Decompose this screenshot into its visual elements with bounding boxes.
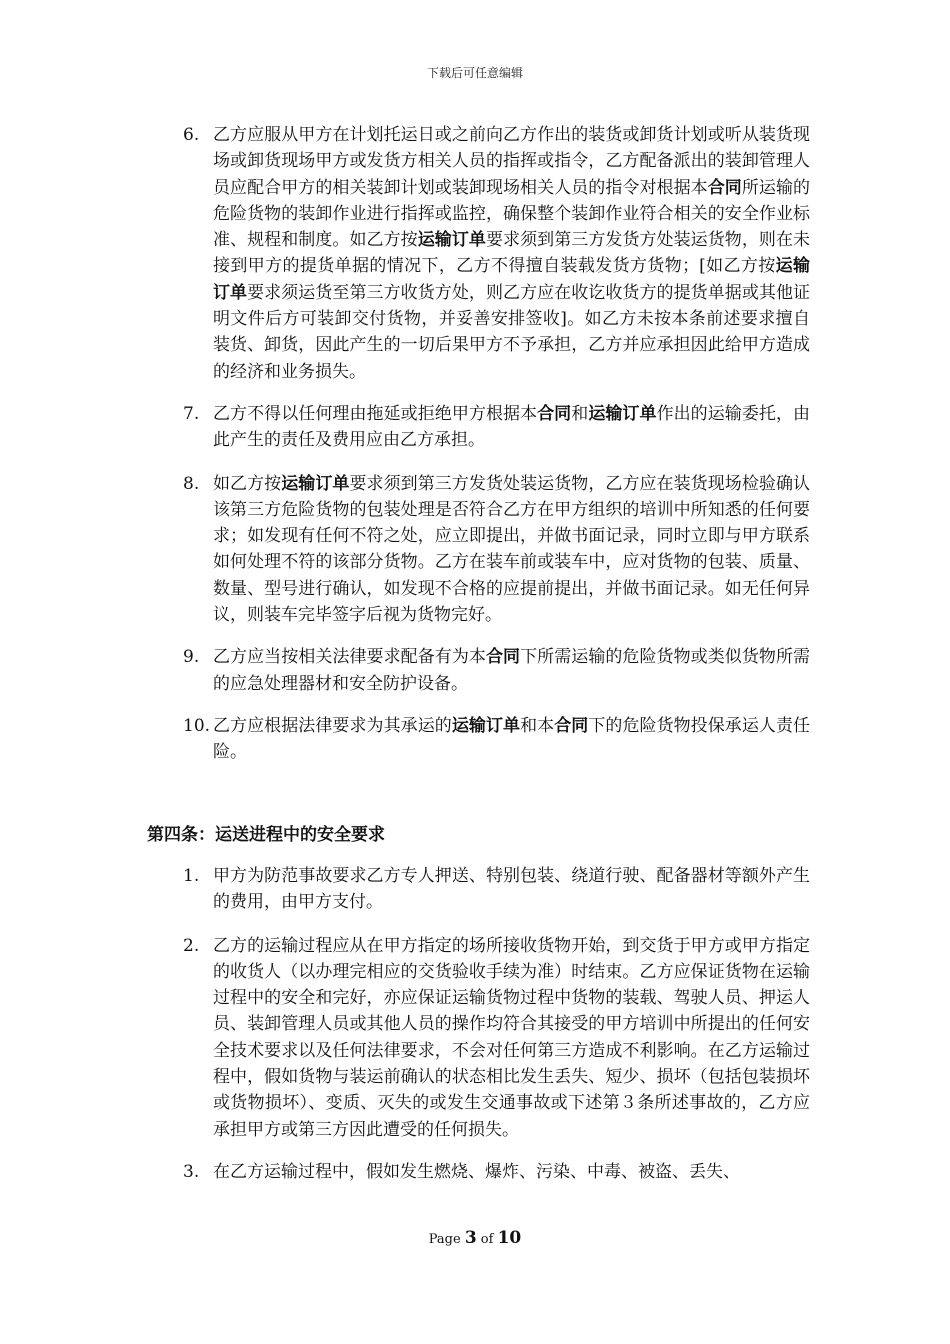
footer-prefix: Page [428, 1232, 465, 1247]
list-item [183, 644, 810, 697]
bold-term: 合同 [537, 403, 572, 424]
list-item [183, 1159, 810, 1185]
item-text [213, 863, 810, 916]
item-text [213, 933, 810, 1143]
item-number: 3. [183, 1161, 200, 1182]
text-segment: 要求须运货至第三方收货方处，则乙方应在收讫收货方的提货单据或其他证明文件后方可装卸交付货物，并妥善安排签收]。如乙方未按本条前述要求擅自装货、卸货，因此产生的一切后果甲方不予承担，乙方并应承担因此给甲方造成的经济和业务损失。 [213, 282, 811, 382]
text-segment: 如乙方按 [213, 473, 282, 494]
text-segment: 作出的运输委托，由此产生的责任及费用应由乙方承担。 [213, 403, 811, 451]
text-segment: 乙方不得以任何理由拖延或拒绝甲方根据本 [213, 403, 538, 424]
page-header: 下载后可任意编辑 [426, 66, 523, 80]
item-number: 9. [183, 647, 200, 668]
text-segment: 乙方应服从甲方在计划托运日或之前向乙方作出的装货或卸货计划或听从装货现场或卸货现场甲方或发货方相关人员的指挥或指令，乙方配备派出的装卸管理人员应配合甲方的相关装卸计划或装卸现场相关人员的指令对根据本 [213, 125, 810, 198]
bold-term: 运输订单 [588, 403, 657, 424]
bold-term: 运输订单 [417, 230, 486, 251]
text-segment: 在乙方运输过程中，假如发生燃烧、爆炸、污染、中毒、被盗、丢失、 [213, 1161, 740, 1182]
item-text [213, 401, 810, 454]
text-segment: 乙方的运输过程应从在甲方指定的场所接收货物开始，到交货于甲方或甲方指定的收货人（以办理完相应的交货验收手续为准）时结束。乙方应保证货物在运输过程中的安全和完好，亦应保证运输货物过程中货物的装载、驾驶人员、押运人员、装卸管理人员或其他人员的操作均符合其接受的甲方培训中所提出的任何安全技术要求以及任何法律要求，不会对任何第三方造成不利影响。在乙方运输过程中，假如货物与装运前确认的状态相比发生丢失、短少、损坏（包括包装损坏或货物损坏）、变质、灭失的或发生交通事故或下述第３条所述事故的，乙方应承担甲方或第三方因此遭受的任何损失。 [213, 935, 810, 1140]
text-segment: 乙方应当按相关法律要求配备有为本 [213, 647, 486, 668]
list-item [183, 471, 810, 629]
text-segment: 要求须到第三方发货处装运货物，乙方应在装货现场检验确认该第三方危险货物的包装处理是否符合乙方在甲方组织的培训中所知悉的任何要求；如发现有任何不符之处，应立即提出，并做书面记录，同时立即与甲方联系如何处理不符的该部分货物。乙方在装车前或装车中，应对货物的包装、质量、数量、型号进行确认，如发现不合格的应提前提出，并做书面记录。如无任何异议，则装车完毕签字后视为货物完好。 [213, 473, 811, 626]
bold-term: 合同 [707, 177, 742, 198]
bold-term: 合同 [485, 647, 521, 668]
text-segment: 下所需运输的危险货物或类似货物所需的应急处理器材和安全防护设备。 [213, 647, 811, 694]
page-footer [0, 1228, 950, 1248]
footer-current-page: 3 [464, 1228, 477, 1248]
clause-list-part2 [183, 863, 810, 1185]
footer-total-pages: 10 [497, 1228, 522, 1248]
text-segment: 乙方应根据法律要求为其承运的 [213, 715, 452, 736]
item-text [213, 122, 810, 385]
item-text [213, 471, 810, 629]
item-number: 10. [183, 715, 211, 736]
list-item [183, 122, 810, 385]
bold-term: 运输订单 [451, 715, 521, 736]
list-item [183, 713, 810, 766]
bold-term: 运输订单 [213, 256, 810, 303]
item-number: 8. [183, 473, 200, 494]
item-number: 1. [183, 866, 200, 886]
clause-list-part1 [183, 122, 810, 766]
bold-term: 运输订单 [281, 473, 350, 494]
item-text [213, 713, 810, 766]
list-item [183, 401, 810, 454]
item-number: 6. [183, 125, 200, 145]
text-segment: 所运输的危险货物的装卸作业进行指挥或监控，确保整个装卸作业符合相关的安全作业标准、规程和制度。如乙方按 [213, 177, 811, 251]
item-text [213, 1159, 810, 1185]
list-item [183, 933, 810, 1143]
text-segment: 下的危险货物投保承运人责任险。 [213, 715, 811, 763]
item-number: 7. [183, 403, 200, 424]
bold-term: 合同 [554, 715, 589, 736]
footer-of: of [476, 1232, 498, 1247]
text-segment: 和 [571, 403, 589, 424]
text-segment: 甲方为防范事故要求乙方专人押送、特别包装、绕道行驶、配备器材等额外产生的费用，由甲方支付。 [213, 866, 810, 913]
text-segment: 和本 [520, 715, 555, 736]
list-item [183, 863, 810, 916]
item-text [213, 644, 810, 697]
section-heading: 第四条：运送进程中的安全要求 [147, 825, 385, 845]
text-segment: 要求须到第三方发货方处装运货物，则在未接到甲方的提货单据的情况下，乙方不得擅自装载发货方货物；[如乙方按 [213, 230, 811, 277]
item-number: 2. [183, 935, 200, 956]
